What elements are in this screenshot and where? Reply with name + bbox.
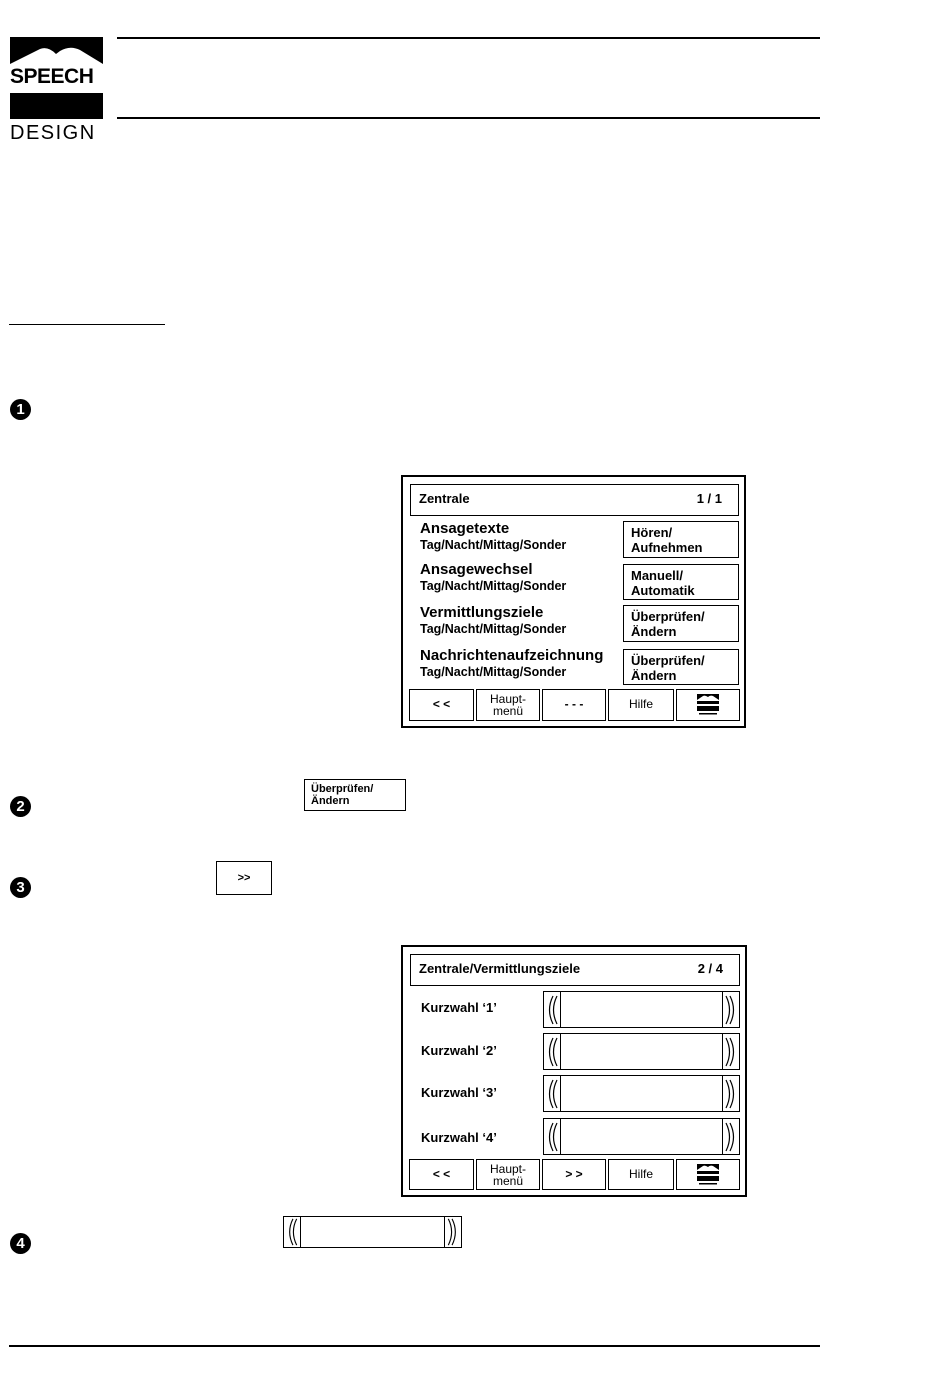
speech-design-logo-button[interactable] bbox=[676, 1159, 740, 1190]
screen-titlebar bbox=[410, 484, 739, 516]
sample-input-field[interactable] bbox=[283, 1216, 462, 1248]
kurzwahl-label: Kurzwahl ‘3’ bbox=[421, 1085, 497, 1100]
step-4-bullet: 4 bbox=[10, 1233, 31, 1254]
scroll-left-icon[interactable] bbox=[544, 1076, 561, 1111]
kurzwahl-2-field[interactable] bbox=[543, 1033, 740, 1070]
scroll-right-icon[interactable] bbox=[444, 1217, 461, 1247]
footer-rule bbox=[9, 1345, 820, 1347]
scroll-left-icon[interactable] bbox=[284, 1217, 301, 1247]
page-indicator: 1 / 1 bbox=[696, 491, 722, 506]
forward-button[interactable]: > > bbox=[542, 1159, 606, 1190]
ueberpruefen-aendern-sample-button[interactable]: Überprüfen/ Ändern bbox=[304, 779, 406, 811]
row-subtitle: Tag/Nacht/Mittag/Sonder bbox=[420, 579, 567, 593]
screen-title: Zentrale bbox=[419, 491, 470, 506]
row-title: Nachrichtenaufzeichnung bbox=[420, 647, 604, 664]
row-title: Vermittlungsziele bbox=[420, 604, 544, 621]
row-title: Ansagewechsel bbox=[420, 561, 533, 578]
page-indicator: 2 / 4 bbox=[697, 961, 723, 976]
back-button[interactable]: < < bbox=[409, 689, 474, 721]
empty-button[interactable]: - - - bbox=[542, 689, 606, 721]
row-subtitle: Tag/Nacht/Mittag/Sonder bbox=[420, 665, 567, 679]
header-rule-top bbox=[117, 37, 820, 39]
logo-mountain-icon bbox=[10, 37, 103, 64]
speech-design-logo-button[interactable] bbox=[676, 689, 740, 721]
main-menu-button[interactable]: Haupt- menü bbox=[476, 689, 540, 721]
section-underline bbox=[9, 324, 165, 325]
speech-design-logo-icon bbox=[696, 693, 720, 717]
step-2-bullet: 2 bbox=[10, 796, 31, 817]
manuell-automatik-button[interactable]: Manuell/ Automatik bbox=[623, 564, 739, 600]
hoeren-aufnehmen-button[interactable]: Hören/ Aufnehmen bbox=[623, 521, 739, 558]
step-1-bullet: 1 bbox=[10, 399, 31, 420]
row-title: Ansagetexte bbox=[420, 520, 510, 537]
logo-design-text: DESIGN bbox=[10, 122, 96, 144]
screen-titlebar bbox=[410, 954, 740, 986]
row-subtitle: Tag/Nacht/Mittag/Sonder bbox=[420, 538, 567, 552]
kurzwahl-4-field[interactable] bbox=[543, 1118, 740, 1155]
row-subtitle: Tag/Nacht/Mittag/Sonder bbox=[420, 622, 567, 636]
scroll-right-icon[interactable] bbox=[722, 1034, 739, 1069]
kurzwahl-label: Kurzwahl ‘4’ bbox=[421, 1130, 497, 1145]
scroll-left-icon[interactable] bbox=[544, 992, 561, 1027]
forward-sample-button[interactable]: >> bbox=[216, 861, 272, 895]
vermittlungsziele-aendern-button[interactable]: Überprüfen/ Ändern bbox=[623, 605, 739, 642]
speech-design-logo-icon bbox=[696, 1163, 720, 1187]
main-menu-button[interactable]: Haupt- menü bbox=[476, 1159, 540, 1190]
scroll-left-icon[interactable] bbox=[544, 1119, 561, 1154]
header-rule-bottom bbox=[117, 117, 820, 119]
screen-vermittlungsziele bbox=[401, 945, 747, 1197]
scroll-right-icon[interactable] bbox=[722, 1119, 739, 1154]
kurzwahl-label: Kurzwahl ‘1’ bbox=[421, 1000, 497, 1015]
logo-bar bbox=[10, 93, 103, 119]
kurzwahl-label: Kurzwahl ‘2’ bbox=[421, 1043, 497, 1058]
step-3-bullet: 3 bbox=[10, 877, 31, 898]
nachrichten-aendern-button[interactable]: Überprüfen/ Ändern bbox=[623, 649, 739, 685]
logo-speech-text: SPEECH bbox=[10, 65, 94, 88]
scroll-left-icon[interactable] bbox=[544, 1034, 561, 1069]
kurzwahl-3-field[interactable] bbox=[543, 1075, 740, 1112]
help-button[interactable]: Hilfe bbox=[608, 1159, 674, 1190]
scroll-right-icon[interactable] bbox=[722, 992, 739, 1027]
screen-title: Zentrale/Vermittlungsziele bbox=[419, 961, 581, 976]
kurzwahl-1-field[interactable] bbox=[543, 991, 740, 1028]
help-button[interactable]: Hilfe bbox=[608, 689, 674, 721]
screen-zentrale bbox=[401, 475, 746, 728]
back-button[interactable]: < < bbox=[409, 1159, 474, 1190]
scroll-right-icon[interactable] bbox=[722, 1076, 739, 1111]
